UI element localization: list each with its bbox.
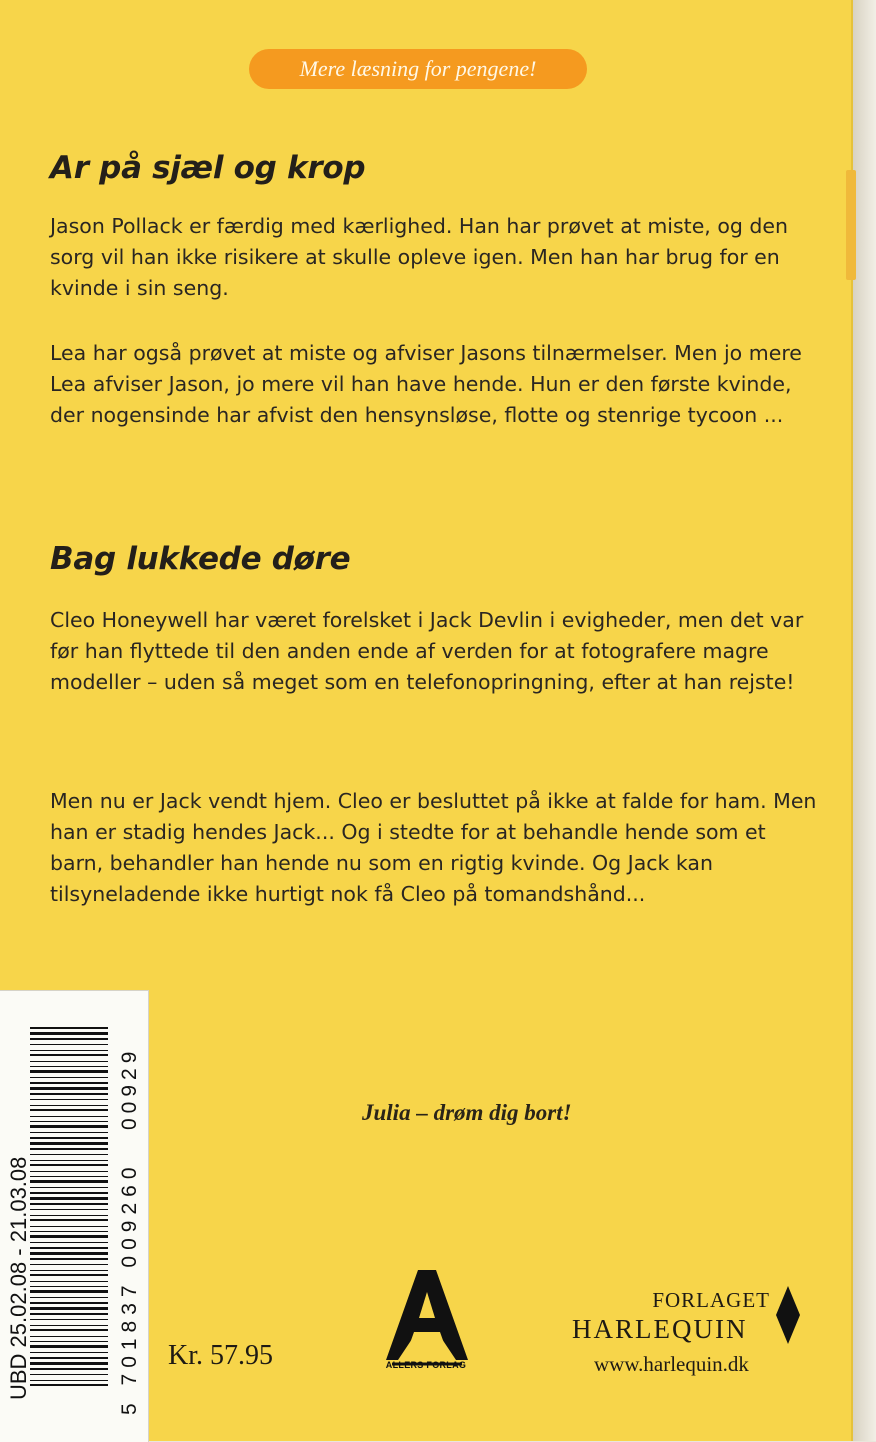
section2-title: Bag lukkede døre <box>50 541 351 577</box>
harlequin-forlaget: FORLAGET <box>652 1288 770 1312</box>
section1-paragraph-2: Lea har også prøvet at miste og afviser Jasons tilnærmelser. Men jo mere Lea afviser Jason, jo mere vil han have hende. Hun er den første kvinde, der nogensinde har afvist den hensynsløse, flotte og stenrige tycoon ... <box>50 341 802 427</box>
barcode-digits: 5 701837 009260 <box>118 1161 141 1415</box>
price-label: Kr. 57.95 <box>168 1340 273 1371</box>
spine-tab <box>846 170 856 280</box>
harlequin-logo <box>560 1286 800 1386</box>
series-tagline: Julia – drøm dig bort! <box>362 1100 572 1125</box>
harlequin-website: www.harlequin.dk <box>594 1352 749 1376</box>
section1-title: Ar på sjæl og krop <box>50 150 366 186</box>
allers-logo-label: ALLERS FORLAG <box>385 1360 467 1370</box>
harlequin-diamond-icon <box>776 1286 800 1344</box>
barcode-addon-digits: 00929 <box>118 1046 141 1130</box>
harlequin-name: HARLEQUIN <box>572 1314 748 1344</box>
section1-paragraph-1: Jason Pollack er færdig med kærlighed. Han har prøvet at miste, og den sorg vil han ikke risikere at skulle opleve igen. Men han har brug for en kvinde i sin seng. <box>50 214 789 300</box>
promo-banner-text: Mere læsning for pengene! <box>299 56 537 81</box>
section2-paragraph-1: Cleo Honeywell har været forelsket i Jack Devlin i evigheder, men det var før han flyttede til den anden ende af verden for at fotografere magre modeller – uden så meget som en telefonopringning, efter at han rejste! <box>50 608 804 694</box>
spine-edge <box>853 0 876 1441</box>
promo-banner <box>249 49 587 89</box>
sticker-date-code: UBD 25.02.08 - 21.03.08 <box>6 1156 31 1400</box>
barcode-icon <box>30 1027 110 1397</box>
allers-logo-icon <box>378 1262 476 1372</box>
section2-paragraph-2: Men nu er Jack vendt hjem. Cleo er besluttet på ikke at falde for ham. Men han er stadig hendes Jack... Og i stedte for at behandle hende som et barn, behandler han hende nu som en rigtig kvinde. Og Jack kan tilsyneladende ikke hurtigt nok få Cleo på tomandshånd... <box>50 789 817 906</box>
